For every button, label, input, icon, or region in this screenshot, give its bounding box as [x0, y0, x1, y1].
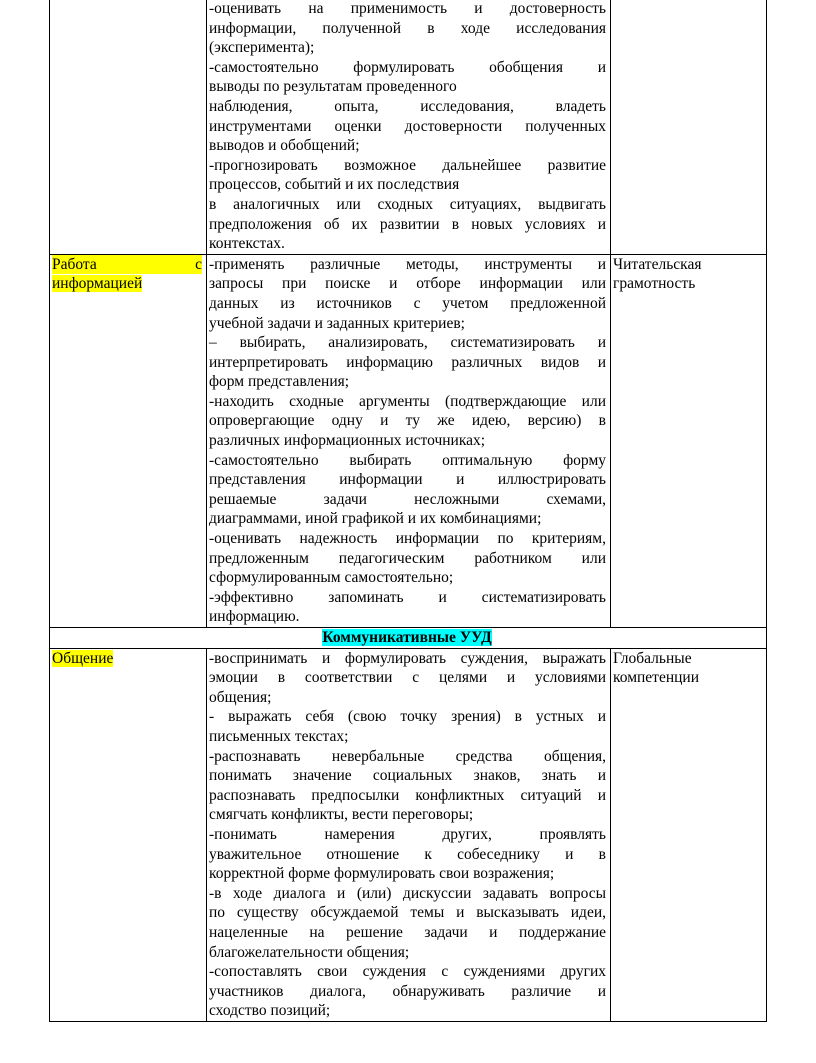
text-line: -находить сходные аргументы (подтверждающие или	[209, 392, 606, 410]
competence-label: Читательская	[613, 255, 702, 273]
text-line: представления информации и иллюстрировать	[209, 471, 606, 489]
text-line: нацеленные на решение задачи и поддержание	[209, 923, 606, 941]
row-label-work: Работа с	[52, 255, 202, 273]
row-label-cell	[50, 254, 207, 627]
text-line: общения;	[209, 688, 272, 706]
text-line: понимать значение социальных знаков, знать и	[209, 767, 606, 785]
text-line: письменных текстах;	[209, 727, 349, 745]
text-line: контекстах.	[209, 235, 285, 253]
text-line: -оценивать надежность информации по критериям,	[209, 530, 606, 548]
competence-cell	[611, 0, 767, 254]
section-title: Коммуникативные УУД	[322, 629, 492, 646]
text-line: опровергающие одну и ту же идею, версию) в	[209, 412, 606, 430]
text-line: (эксперимента);	[209, 39, 315, 57]
text-line: распознавать предпосылки конфликтных ситуаций и	[209, 786, 606, 804]
row-label-cell	[50, 0, 207, 254]
text-line: -прогнозировать возможное дальнейшее развитие	[209, 156, 606, 174]
uud-table	[49, 0, 767, 1022]
section-header-cell	[50, 628, 767, 649]
text-line: выводы по результатам проведенного	[209, 78, 457, 96]
text-line: смягчать конфликты, вести переговоры;	[209, 806, 474, 824]
text-line: в аналогичных или сходных ситуациях, выдвигать	[209, 195, 606, 213]
competence-label-cont: грамотность	[613, 275, 696, 293]
text-line: благожелательности общения;	[209, 943, 410, 961]
text-line: – выбирать, анализировать, систематизировать и	[209, 334, 606, 352]
text-line: эмоции в соответствии с целями и условиями	[209, 669, 606, 687]
text-line: запросы при поиске и отборе информации или	[209, 275, 606, 293]
text-line: -распознавать невербальные средства общения,	[209, 747, 606, 765]
text-line: -оценивать на применимость и достоверность	[209, 0, 606, 17]
text-line: выводов и обобщений;	[209, 137, 360, 155]
text-line: форм представления;	[209, 373, 350, 391]
section-header-row	[50, 628, 767, 649]
text-line: сходство позиций;	[209, 1002, 331, 1020]
text-line: информацию.	[209, 608, 300, 626]
text-line: процессов, событий и их последствия	[209, 176, 460, 194]
text-line: -в ходе диалога и (или) дискуссии задавать вопросы	[209, 884, 606, 902]
text-line: наблюдения, опыта, исследования, владеть	[209, 97, 606, 115]
table-row	[50, 648, 767, 1021]
text-line: -сопоставлять свои суждения с суждениями других	[209, 963, 606, 981]
text-line: -самостоятельно формулировать обобщения и	[209, 58, 606, 76]
competence-label: Глобальные	[613, 649, 692, 667]
row-label-work-cont: информацией	[52, 275, 143, 293]
table-row	[50, 254, 767, 627]
competence-cell	[611, 254, 767, 627]
text-line: учебной задачи и заданных критериев;	[209, 314, 465, 332]
text-line: инструментами оценки достоверности полученных	[209, 117, 606, 135]
text-line: сформулированным самостоятельно;	[209, 569, 454, 587]
text-line: предложенным педагогическим работником или	[209, 549, 606, 567]
text-line: - выражать себя (свою точку зрения) в устных и	[209, 708, 606, 726]
text-line: уважительное отношение к собеседнику и в	[209, 845, 606, 863]
text-line: -понимать намерения других, проявлять	[209, 825, 606, 843]
text-line: -эффективно запоминать и систематизировать	[209, 588, 606, 606]
table-row	[50, 0, 767, 254]
row-label-communication: Общение	[52, 649, 114, 667]
text-line: участников диалога, обнаруживать различие и	[209, 982, 606, 1000]
row-label-cell	[50, 648, 207, 1021]
competence-cell	[611, 648, 767, 1021]
text-line: предположения об их развитии в новых условиях и	[209, 215, 606, 233]
text-line: данных из источников с учетом предложенной	[209, 294, 606, 312]
text-line: диаграммами, иной графикой и их комбинациями;	[209, 510, 542, 528]
text-line: -применять различные методы, инструменты и	[209, 255, 606, 273]
content-cell	[207, 254, 611, 627]
text-line: информации, полученной в ходе исследования	[209, 19, 606, 37]
text-line: различных информационных источниках;	[209, 432, 486, 450]
text-line: решаемые задачи несложными схемами,	[209, 490, 606, 508]
text-line: по существу обсуждаемой темы и высказывать идеи,	[209, 904, 606, 922]
text-line: -воспринимать и формулировать суждения, выражать	[209, 649, 606, 667]
content-cell	[207, 648, 611, 1021]
text-line: интерпретировать информацию различных видов и	[209, 353, 606, 371]
text-line: -самостоятельно выбирать оптимальную форму	[209, 451, 606, 469]
text-line: корректной форме формулировать свои возражения;	[209, 865, 555, 883]
content-cell	[207, 0, 611, 254]
competence-label-cont: компетенции	[613, 669, 700, 687]
